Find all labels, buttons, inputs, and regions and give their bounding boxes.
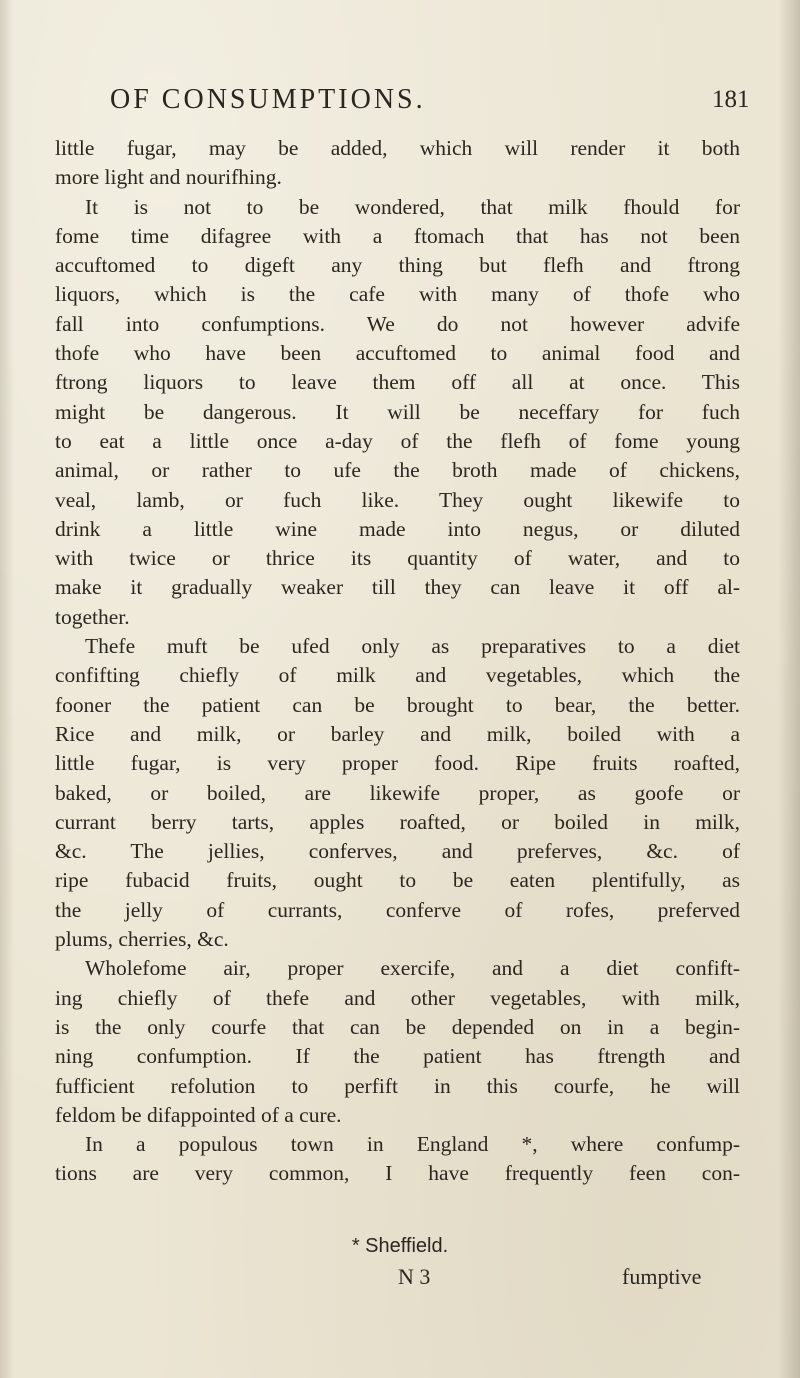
text-line: fall into confumptions. We do not however advife — [55, 311, 740, 336]
text-line: might be dangerous. It will be neceffary for fuch — [55, 399, 740, 424]
text-line: the jelly of currants, conferve of rofes, preferved — [55, 897, 740, 922]
text-line: veal, lamb, or fuch like. They ought likewife to — [55, 487, 740, 512]
text-line: feldom be difappointed of a cure. — [55, 1102, 342, 1127]
running-head: OF CONSUMPTIONS. — [110, 84, 426, 115]
page-number: 181 — [712, 86, 750, 113]
text-line: ning confumption. If the patient has ftrength and — [55, 1044, 740, 1069]
text-line: Thefe muft be ufed only as preparatives to a diet — [85, 634, 740, 659]
text-line: make it gradually weaker till they can leave it off al- — [55, 575, 740, 600]
text-line: more light and nourifhing. — [55, 165, 282, 190]
catchword: fumptive — [622, 1264, 702, 1289]
text-line: Wholefome air, proper exercife, and a diet confift- — [85, 956, 740, 981]
text-line: little fugar, is very proper food. Ripe fruits roafted, — [55, 751, 740, 776]
signature-mark: N 3 — [398, 1264, 431, 1289]
text-line: liquors, which is the cafe with many of thofe who — [55, 282, 740, 307]
text-line: plums, cherries, &c. — [55, 927, 229, 952]
text-line: little fugar, may be added, which will render it both — [55, 136, 740, 160]
page-left-edge-shadow — [0, 0, 14, 1378]
text-line: drink a little wine made into negus, or diluted — [55, 516, 740, 541]
text-line: tions are very common, I have frequently feen con- — [55, 1161, 740, 1186]
text-line: thofe who have been accuftomed to animal food and — [55, 341, 740, 366]
text-line: currant berry tarts, apples roafted, or boiled in milk, — [55, 809, 740, 834]
text-line: In a populous town in England *, where confump- — [85, 1132, 740, 1157]
text-line: with twice or thrice its quantity of water, and to — [55, 546, 740, 571]
text-line: fooner the patient can be brought to bear, the better. — [55, 692, 740, 717]
text-line: accuftomed to digeft any thing but flefh and ftrong — [55, 253, 740, 278]
text-line: is the only courfe that can be depended on in a begin- — [55, 1014, 740, 1039]
text-line: to eat a little once a-day of the flefh of fome young — [55, 428, 740, 453]
text-line: &c. The jellies, conferves, and preferves, &c. of — [55, 839, 740, 864]
text-line: animal, or rather to ufe the broth made of chickens, — [55, 458, 740, 483]
text-line: together. — [55, 604, 130, 629]
text-line: ftrong liquors to leave them off all at once. This — [55, 370, 740, 395]
text-line: fome time difagree with a ftomach that has not been — [55, 223, 740, 248]
page-right-edge-shadow — [778, 0, 800, 1378]
text-line: confifting chiefly of milk and vegetables, which the — [55, 663, 740, 688]
text-line: It is not to be wondered, that milk fhould for — [85, 194, 740, 219]
page-header — [0, 84, 800, 124]
text-line: ing chiefly of thefe and other vegetables, with milk, — [55, 985, 740, 1010]
text-line: baked, or boiled, are likewife proper, as goofe or — [55, 780, 740, 805]
footnote: * Sheffield. — [351, 1235, 449, 1257]
text-line: ripe fubacid fruits, ought to be eaten plentifully, as — [55, 868, 740, 893]
text-line: Rice and milk, or barley and milk, boiled with a — [55, 721, 740, 746]
body-text — [55, 134, 740, 1189]
text-line: fufficient refolution to perfift in this courfe, he will — [55, 1073, 740, 1098]
